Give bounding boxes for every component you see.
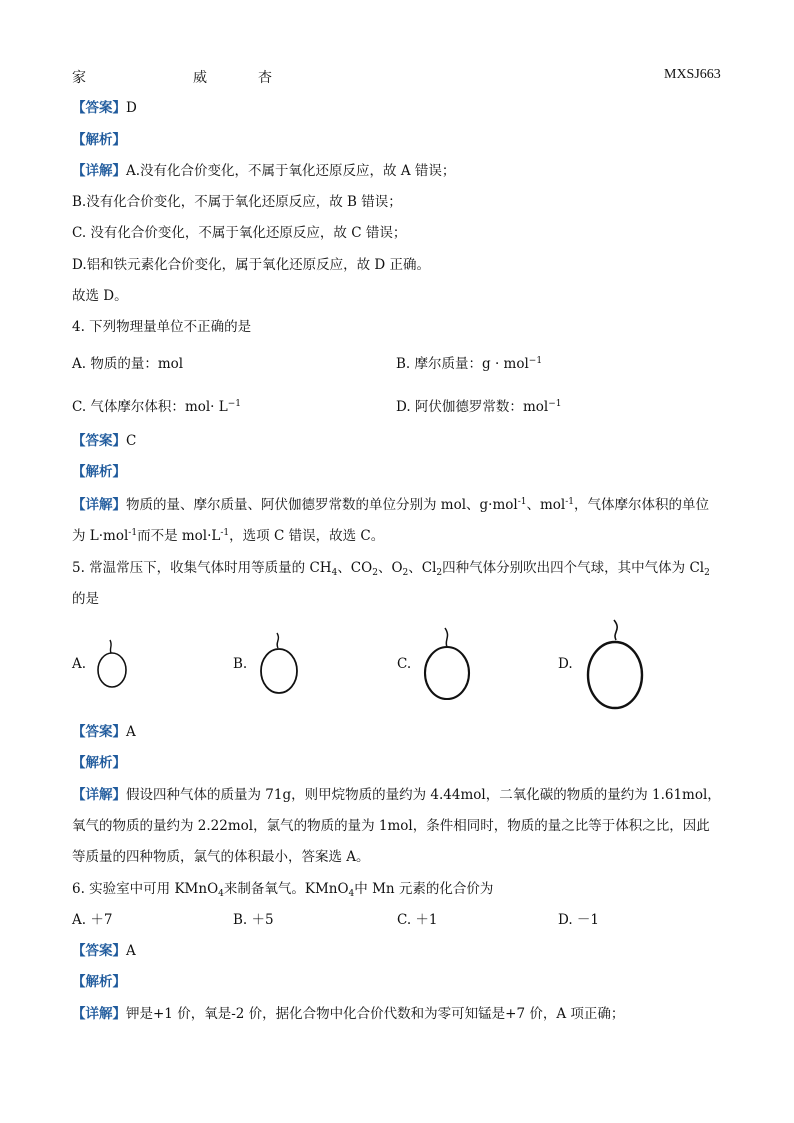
header-char-2: 威 bbox=[193, 70, 207, 86]
q5-detail-line-3: 等质量的四种物质，氯气的体积最小，答案选 A。 bbox=[72, 849, 370, 865]
q3-conclusion: 故选 D。 bbox=[72, 288, 128, 304]
q3-detail-line-1: 【详解】A.没有化合价变化，不属于氧化还原反应，故 A 错误； bbox=[72, 163, 456, 179]
q5-stem-line-2: 的是 bbox=[72, 591, 99, 607]
header-char-1: 家 bbox=[72, 70, 86, 86]
q3-answer: 【答案】D bbox=[72, 100, 137, 116]
q6-option-b: B. ＋5 bbox=[233, 912, 274, 928]
q4-option-d: D. 阿伏伽德罗常数：mol$^{-1}$ bbox=[396, 399, 562, 415]
q5-stem-line-1: 5. 常温常压下，收集气体时用等质量的 $CH_4$、$CO_2$、$O_2$、$Cl_2$四种气体分别吹出四个气球，其中气体为 $Cl_2$ bbox=[72, 560, 710, 578]
balloon-label-a: A. bbox=[72, 656, 87, 672]
balloon-d-image bbox=[582, 616, 650, 714]
q5-answer: 【答案】A bbox=[72, 724, 136, 740]
q5-detail-line-2: 氧气的物质的量约为 2.22mol，氯气的物质的量为 1mol，条件相同时，物质的量之比等于体积之比，因此 bbox=[72, 818, 710, 834]
q3-detail-line-3: C. 没有化合价变化，不属于氧化还原反应，故 C 错误； bbox=[72, 225, 407, 241]
q4-stem: 4. 下列物理量单位不正确的是 bbox=[72, 319, 252, 335]
balloon-a-image bbox=[92, 636, 132, 692]
q6-option-d: D. －1 bbox=[558, 912, 600, 928]
q6-analysis-label: 【解析】 bbox=[72, 974, 126, 990]
q4-detail-line-1: 【详解】物质的量、摩尔质量、阿伏伽德罗常数的单位分别为 mol、g·mol$^{-1}$、mol$^{-1}$，气体摩尔体积的单位 bbox=[72, 497, 710, 513]
balloon-c-image bbox=[418, 624, 478, 704]
q4-answer: 【答案】C bbox=[72, 433, 137, 449]
q5-analysis-label: 【解析】 bbox=[72, 755, 126, 771]
q4-option-b: B. 摩尔质量：g · mol$^{-1}$ bbox=[396, 356, 543, 372]
q6-stem: 6. 实验室中可用 KMnO$_4$来制备氧气。KMnO$_4$中 Mn 元素的化合价为 bbox=[72, 881, 494, 899]
q3-detail-line-2: B.没有化合价变化，不属于氧化还原反应，故 B 错误； bbox=[72, 194, 402, 210]
header-code: MXSJ663 bbox=[664, 67, 721, 82]
q6-detail: 【详解】钾是+1 价，氧是-2 价，据化合物中化合价代数和为零可知锰是+7 价，A 项正确； bbox=[72, 1006, 625, 1022]
q4-option-a: A. 物质的量：mol bbox=[72, 356, 184, 372]
q6-option-c: C. ＋1 bbox=[397, 912, 438, 928]
q6-option-a: A. ＋7 bbox=[72, 912, 113, 928]
balloon-b-image bbox=[254, 630, 304, 696]
balloon-label-d: D. bbox=[558, 656, 573, 672]
q4-option-c: C. 气体摩尔体积：$mol\cdot L^{-1}$ bbox=[72, 399, 242, 415]
q3-detail-line-4: D.铝和铁元素化合价变化，属于氧化还原反应，故 D 正确。 bbox=[72, 257, 431, 273]
q4-analysis-label: 【解析】 bbox=[72, 464, 126, 480]
q4-detail-line-2: 为 L·mol$^{-1}$而不是 $mol\cdot L^{-1}$，选项 C 错误，故选 C。 bbox=[72, 528, 385, 544]
balloon-label-c: C. bbox=[397, 656, 412, 672]
balloon-label-b: B. bbox=[233, 656, 248, 672]
q6-answer: 【答案】A bbox=[72, 943, 136, 959]
q3-analysis-label: 【解析】 bbox=[72, 132, 126, 148]
header-char-3: 杏 bbox=[258, 70, 272, 86]
q5-detail-line-1: 【详解】假设四种气体的质量为 71g，则甲烷物质的量约为 4.44mol，二氧化碳的物质的量约为 1.61mol， bbox=[72, 787, 721, 803]
